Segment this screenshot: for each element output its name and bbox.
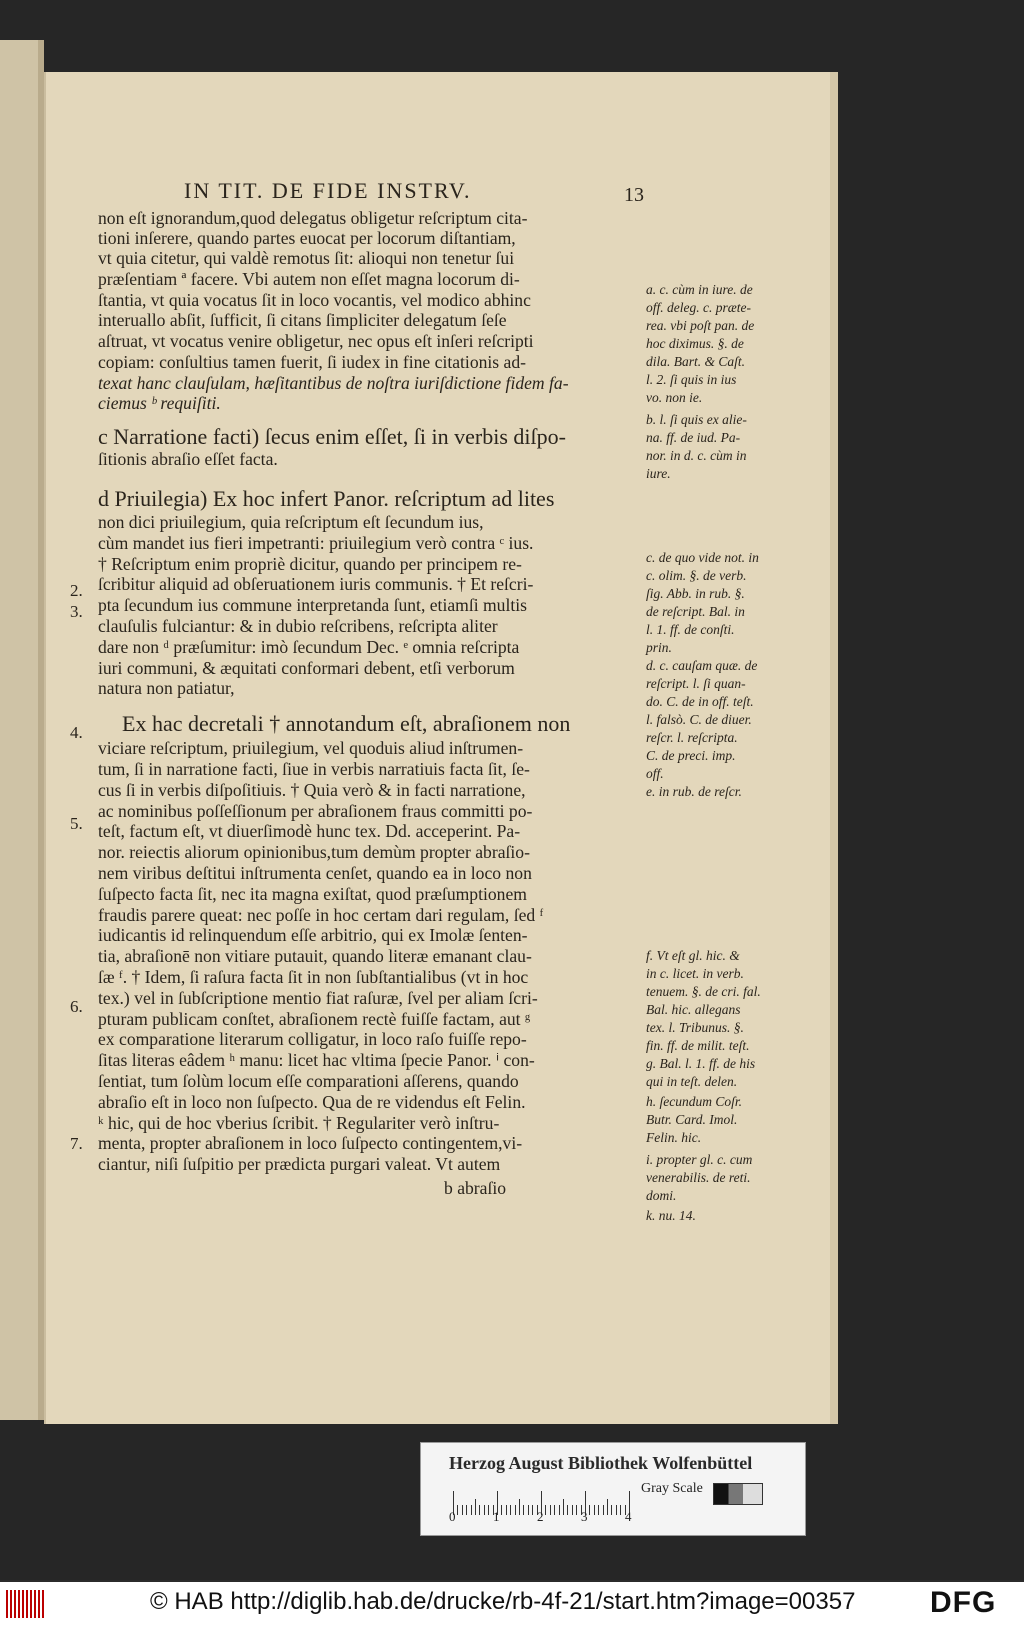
margin-note: a. c. cùm in iure. de	[646, 282, 753, 297]
page-edge	[830, 72, 838, 1424]
ruler-tick	[466, 1505, 467, 1515]
ruler-tick	[462, 1505, 463, 1515]
text-line: tex.) vel in ſubſcriptione mentio fiat raſuræ, ſvel per aliam ſcri-	[98, 988, 538, 1008]
margin-note: l. 1. ff. de conſti.	[646, 622, 735, 637]
text-line: texat hanc clauſulam, hæſitantibus de noſtra iuriſdictione fidem fa-	[98, 373, 569, 393]
margin-note: de reſcript. Bal. in	[646, 604, 745, 619]
ruler-tick	[607, 1499, 608, 1515]
ruler-tick	[563, 1499, 564, 1515]
margin-note: rea. vbi poſt pan. de	[646, 318, 755, 333]
scale-number: 4	[625, 1509, 632, 1524]
text-line: fraudis parere queat: nec poſſe in hoc certam dari regulam, ſed ᶠ	[98, 905, 544, 925]
ruler-tick	[567, 1505, 568, 1515]
page-number: 13	[624, 184, 644, 206]
margin-note: hoc diximus. §. de	[646, 336, 744, 351]
margin-note: nor. in d. c. cùm in	[646, 448, 747, 463]
text-line: vt quia citetur, qui valdè remotus ſit: alioqui non tenetur ſui	[98, 248, 515, 268]
margin-note: C. de preci. imp.	[646, 748, 736, 763]
ruler-tick	[501, 1505, 502, 1515]
line-number: 4.	[70, 723, 83, 742]
margin-note: Bal. hic. allegans	[646, 1002, 741, 1017]
running-header	[184, 178, 644, 206]
text-line: ſitas literas eâdem ʰ manu: licet hac vltima ſpecie Panor. ⁱ con-	[98, 1050, 535, 1070]
ruler-tick	[471, 1505, 472, 1515]
hab-logo-icon	[6, 1590, 44, 1618]
margin-note: h. ſecundum Coſr.	[646, 1094, 742, 1109]
text-line: abraſio eſt in loco non ſuſpecto. Qua de re videndus eſt Felin.	[98, 1092, 526, 1112]
scale-number: 1	[493, 1509, 500, 1524]
ruler-tick	[603, 1505, 604, 1515]
running-title: IN TIT. DE FIDE INSTRV.	[184, 178, 472, 203]
ruler-tick	[616, 1505, 617, 1515]
text-line: ſæ ᶠ. † Idem, ſi raſura facta ſit in non ſubſtantialibus (vt in hoc	[98, 967, 529, 987]
text-line: † Reſcriptum enim propriè dicitur, quando per principem re-	[98, 554, 522, 574]
text-line: iudicantis id relinquendum eſſe arbitrio, qui ex Imolæ ſenten-	[98, 925, 528, 945]
text-line: aſtruat, vt vocatus venire obligetur, nec opus eſt inſeri reſcripti	[98, 331, 534, 351]
ruler-tick	[484, 1505, 485, 1515]
gray-scale-swatch	[713, 1483, 763, 1505]
margin-note: e. in rub. de reſcr.	[646, 784, 742, 799]
ruler-tick	[506, 1505, 507, 1515]
text-line: pta ſecundum ius commune interpretanda ſunt, etiamſi multis	[98, 595, 527, 615]
line-number: 3.	[70, 602, 83, 621]
text-line: tia, abraſionē non vitiare putauit, quando literæ emanant clau-	[98, 946, 532, 966]
ruler-tick	[620, 1505, 621, 1515]
text-line: ex comparatione literarum colligatur, in loco raſo fuiſſe repo-	[98, 1029, 527, 1049]
catchword-line: b abraſio	[444, 1178, 507, 1198]
ruler-tick	[545, 1505, 546, 1515]
margin-note: fin. ff. de milit. teſt.	[646, 1038, 750, 1053]
text-line: dare non ᵈ præſumitur: imò ſecundum Dec. ᵉ omnia reſcripta	[98, 637, 520, 657]
line-number: 2.	[70, 581, 83, 600]
ruler-tick	[611, 1505, 612, 1515]
scale-ruler	[453, 1487, 643, 1515]
scale-number: 3	[581, 1509, 588, 1524]
ruler-tick	[559, 1505, 560, 1515]
text-line: ſuſpecto facta ſit, nec ita magna exiſtat, quod præſumptionem	[98, 884, 527, 904]
ruler-tick	[532, 1505, 533, 1515]
text-line: iuri communi, & æquitati conformari debent, etſi verborum	[98, 658, 515, 678]
text-line: teſt, factum eſt, vt diuerſimodè hunc tex. Dd. acceperint. Pa-	[98, 821, 521, 841]
copyright-url: © HAB http://diglib.hab.de/drucke/rb-4f-21/start.htm?image=00357	[150, 1588, 856, 1615]
margin-note: i. propter gl. c. cum	[646, 1152, 753, 1167]
margin-note: b. l. ſi quis ex alie-	[646, 412, 747, 427]
margin-note: dila. Bart. & Caſt.	[646, 354, 746, 369]
left-page-edge	[0, 40, 44, 1420]
ruler-tick	[475, 1499, 476, 1515]
text-line: non dici priuilegium, quia reſcriptum eſt ſecundum ius,	[98, 512, 484, 532]
margin-note: l. falsò. C. de diuer.	[646, 712, 752, 727]
margin-note: c. olim. §. de verb.	[646, 568, 747, 583]
text-line: nor. reiectis aliorum opinionibus,tum demùm propter abraſio-	[98, 842, 530, 862]
text-line: viciare reſcriptum, priuilegium, vel quoduis aliud inſtrumen-	[98, 738, 524, 758]
margin-note: qui in teſt. delen.	[646, 1074, 738, 1089]
margin-note: iure.	[646, 466, 671, 481]
text-line: non eſt ignorandum,quod delegatus obligetur reſcriptum cita-	[98, 208, 528, 228]
margin-note: k. nu. 14.	[646, 1208, 696, 1223]
margin-note: vo. non ie.	[646, 390, 703, 405]
text-line: pturam publicam conſtet, abraſionem rectè fuiſſe factam, aut ᵍ	[98, 1009, 531, 1029]
text-line: præſentiam ª facere. Vbi autem non eſſet magna locorum di-	[98, 269, 520, 289]
ruler-tick	[515, 1505, 516, 1515]
text-line: menta, propter abraſionem in loco ſuſpecto contingentem,vi-	[98, 1133, 523, 1153]
margin-note: prin.	[646, 640, 672, 655]
ruler-tick	[457, 1505, 458, 1515]
margin-note: venerabilis. de reti.	[646, 1170, 751, 1185]
text-line: interuallo abſit, ſufficit, ſi citans ſimpliciter delegatum ſeſe	[98, 310, 507, 330]
margin-note: Butr. Card. Imol.	[646, 1112, 738, 1127]
margin-note: g. Bal. l. 1. ff. de his	[646, 1056, 756, 1071]
margin-note: in c. licet. in verb.	[646, 966, 744, 981]
text-line: ᵏ hic, qui de hoc vberius ſcribit. † Regulariter verò inſtru-	[98, 1113, 500, 1133]
paragraph-ex-hac: Ex hac decretali † annotandum eſt, abraſionem non	[122, 711, 571, 736]
text-line: natura non patiatur,	[98, 678, 235, 698]
text-line: ſentiat, tum ſolùm locum eſſe comparationi aſſerens, quando	[98, 1071, 519, 1091]
text-line: tioni inſerere, quando partes euocat per locorum diſtantiam,	[98, 228, 516, 248]
text-line: ciantur, niſi ſuſpitio per prædicta purgari valeat. Vt autem	[98, 1154, 501, 1174]
text-line: nem viribus deſtitui inſtrumenta cenſet, quando ea in loco non	[98, 863, 532, 883]
book-page	[44, 72, 836, 1424]
margin-note: reſcript. l. ſi quan-	[646, 676, 746, 691]
dfg-logo: DFG	[930, 1586, 997, 1619]
ruler-tick	[572, 1505, 573, 1515]
ruler-tick	[510, 1505, 511, 1515]
ruler-tick	[528, 1505, 529, 1515]
gloss-heading-d: d Priuilegia) Ex hoc infert Panor. reſcriptum ad lites	[98, 486, 555, 511]
ruler-tick	[554, 1505, 555, 1515]
ruler-tick	[576, 1505, 577, 1515]
gloss-heading-c: c Narratione facti) ſecus enim eſſet, ſi in verbis diſpo-	[98, 424, 566, 449]
text-line: ſtantia, vt quia vocatus ſit in loco vocantis, vel modico abhinc	[98, 290, 531, 310]
margin-note: do. C. de in off. teſt.	[646, 694, 754, 709]
text-line: ſitionis abraſio eſſet facta.	[98, 449, 278, 469]
margin-note: tex. l. Tribunus. §.	[646, 1020, 744, 1035]
margin-note: c. de quo vide not. in	[646, 550, 759, 565]
ruler-tick	[598, 1505, 599, 1515]
footer-bar	[0, 1582, 1024, 1626]
margin-note: tenuem. §. de cri. fal.	[646, 984, 761, 999]
margin-note: off.	[646, 766, 664, 781]
ruler-tick	[523, 1505, 524, 1515]
text-line: copiam: conſultius tamen fuerit, ſi iudex in fine citationis ad-	[98, 352, 527, 372]
line-number: 6.	[70, 997, 83, 1016]
text-line: ac nominibus poſſeſſionum per abraſionem fraus committi po-	[98, 801, 533, 821]
text-line: tum, ſi in narratione facti, ſiue in verbis narratiuis facta ſit, ſe-	[98, 759, 530, 779]
margin-note: ſig. Abb. in rub. §.	[646, 586, 745, 601]
margin-note: l. 2. ſi quis in ius	[646, 372, 737, 387]
margin-note: off. deleg. c. præte-	[646, 300, 751, 315]
line-number: 7.	[70, 1134, 83, 1153]
card-title: Herzog August Bibliothek Wolfenbüttel	[449, 1453, 753, 1473]
ruler-tick	[594, 1505, 595, 1515]
margin-note: Felin. hic.	[646, 1130, 702, 1145]
ruler-tick	[519, 1499, 520, 1515]
ruler-tick	[488, 1505, 489, 1515]
text-line: cùm mandet ius fieri impetranti: priuilegium verò contra ᶜ ius.	[98, 533, 534, 553]
scale-number: 2	[537, 1509, 544, 1524]
ruler-tick	[479, 1505, 480, 1515]
scale-number: 0	[449, 1509, 456, 1524]
margin-note: d. c. cauſam quæ. de	[646, 658, 758, 673]
margin-note: reſcr. l. reſcripta.	[646, 730, 738, 745]
text-line: cus ſi in verbis diſpoſitiuis. † Quia verò & in facti narratione,	[98, 780, 526, 800]
margin-note: f. Vt eſt gl. hic. &	[646, 948, 740, 963]
text-line: ciemus ᵇ requiſiti.	[98, 393, 221, 413]
gray-scale-label: Gray Scale	[641, 1481, 703, 1496]
ruler-tick	[589, 1505, 590, 1515]
color-calibration-card	[420, 1442, 806, 1536]
ruler-tick	[550, 1505, 551, 1515]
line-number: 5.	[70, 814, 83, 833]
text-line: clauſulis fulciantur: & in dubio reſcribens, reſcripta aliter	[98, 616, 498, 636]
margin-note: na. ff. de iud. Pa-	[646, 430, 741, 445]
margin-note: domi.	[646, 1188, 677, 1203]
text-line: ſcribitur aliquid ad obſeruationem iuris communis. † Et reſcri-	[98, 574, 534, 594]
